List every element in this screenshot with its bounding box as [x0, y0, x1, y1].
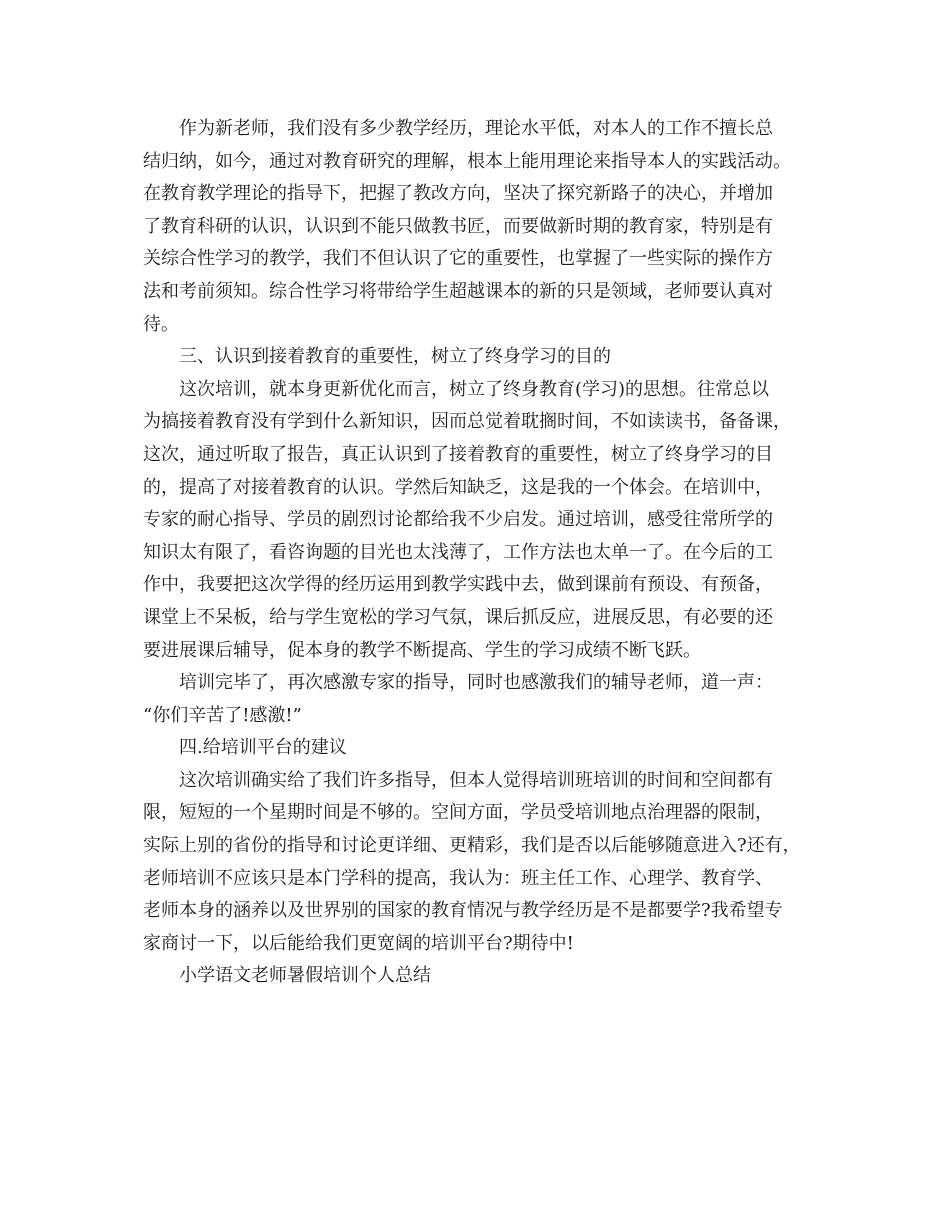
text-line: 这次培训确实给了我们许多指导，但本人觉得培训班培训的时间和空间都有 [179, 769, 773, 791]
text-line: 老师培训不应该只是本门学科的提高，我认为：班主任工作、心理学、教育学、 [143, 867, 773, 889]
text-line: 课堂上不呆板，给与学生宽松的学习气氛，课后抓反应，进展反思，有必要的还 [143, 606, 773, 628]
text-line: 结归纳，如今，通过对教育研究的理解，根本上能用理论来指导本人的实践活动。 [143, 150, 791, 172]
text-line: 这次，通过听取了报告，真正认识到了接着教育的重要性，树立了终身学习的目 [143, 443, 773, 465]
document-page [143, 113, 815, 993]
text-line: 关综合性学习的教学，我们不但认识了它的重要性，也掌握了一些实际的操作方 [143, 248, 773, 270]
text-line: 四.给培训平台的建议 [179, 737, 347, 759]
text-line: 培训完毕了，再次感激专家的指导，同时也感激我们的辅导老师，道一声： [179, 672, 773, 694]
text-line: 家商讨一下，以后能给我们更宽阔的培训平台?期待中! [143, 932, 574, 954]
text-line: 这次培训，就本身更新优化而言，树立了终身教育(学习)的思想。往常总以 [179, 378, 770, 400]
text-line: 的，提高了对接着教育的认识。学然后知缺乏，这是我的一个体会。在培训中， [143, 476, 773, 498]
text-line: 了教育科研的认识，认识到不能只做教书匠，而要做新时期的教育家，特别是有 [143, 215, 773, 237]
text-line: 待。 [143, 313, 179, 335]
text-line: 为搞接着教育没有学到什么新知识，因而总觉着耽搁时间，不如读读书，备备课， [143, 411, 791, 433]
text-line: 限，短短的一个星期时间是不够的。空间方面，学员受培训地点治理器的限制， [143, 802, 773, 824]
text-line: 知识太有限了，看咨询题的目光也太浅薄了，工作方法也太单一了。在今后的工 [143, 541, 773, 563]
text-line: 老师本身的涵养以及世界别的国家的教育情况与教学经历是不是都要学?我希望专 [143, 900, 783, 922]
text-line: 三、认识到接着教育的重要性，树立了终身学习的目的 [179, 346, 611, 368]
text-line: 小学语文老师暑假培训个人总结 [179, 965, 431, 987]
text-line: 在教育教学理论的指导下，把握了教改方向，坚决了探究新路子的决心，并增加 [143, 183, 773, 205]
text-line: 实际上别的省份的指导和讨论更详细、更精彩，我们是否以后能够随意进入?还有， [143, 835, 801, 857]
text-line: 作为新老师，我们没有多少教学经历，理论水平低，对本人的工作不擅长总 [179, 118, 773, 139]
text-line: 作中，我要把这次学得的经历运用到教学实践中去，做到课前有预设、有预备， [143, 574, 773, 596]
text-line: 专家的耐心指导、学员的剧烈讨论都给我不少启发。通过培训，感受往常所学的 [143, 509, 773, 531]
text-line: “你们辛苦了!感激!” [143, 704, 302, 726]
text-line: 法和考前须知。综合性学习将带给学生超越课本的新的只是领域，老师要认真对 [143, 280, 773, 302]
text-line: 要进展课后辅导，促本身的教学不断提高、学生的学习成绩不断飞跃。 [143, 639, 701, 661]
